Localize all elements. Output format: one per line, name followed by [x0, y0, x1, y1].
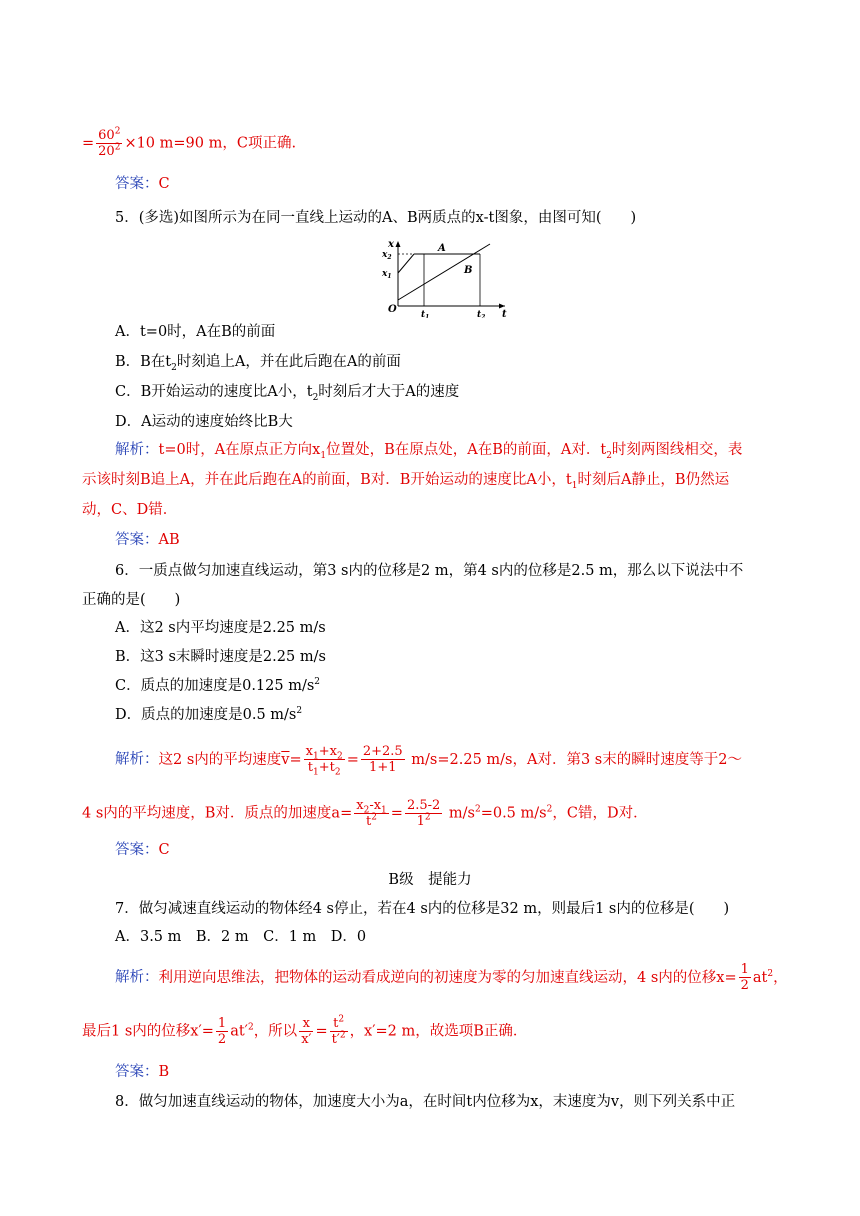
fraction: $\frac{x_2-x_1}{t^2}$: [356, 798, 387, 829]
t-axis-arrow: [499, 304, 505, 309]
q7-explanation-line-2: 最后1 s内的位移x′= $\frac{1}{2}$ $at'^2$，所以 $\frac{x}{x'}$ = $\frac{t^2}{t'^2}$ ，x′=2 m，故选项B正确．: [82, 1014, 528, 1047]
origin-label: O: [388, 304, 397, 315]
answer-label: 答案：: [115, 532, 159, 548]
fraction: $\frac{x_1+x_2}{t_1+t_2}$: [305, 744, 343, 778]
answer-value: AB: [158, 532, 180, 548]
x2-tick-label: $x_2$: [382, 250, 392, 261]
q6-option-b: B．这3 s末瞬时速度是2.25 m/s: [115, 649, 326, 665]
answer-value: C: [158, 842, 170, 858]
equals-sign: =: [82, 135, 95, 152]
q5-option-c: C．B开始运动的速度比A小，$t_2$时刻后才大于A的速度: [115, 384, 460, 403]
q7-stem: 7．做匀减速直线运动的物体经4 s停止，若在4 s内的位移是32 m，则最后1 s内的位移是( ): [115, 901, 730, 917]
q5-option-a: A．t=0时，A在B的前面: [115, 324, 276, 340]
y-axis-label: x: [388, 239, 394, 250]
fraction: $\frac{1}{2}$: [740, 962, 749, 993]
q6-stem-line-2: 正确的是( ): [82, 592, 181, 608]
explanation-label: 解析：: [115, 751, 159, 768]
fraction: $\frac{1}{2}$: [217, 1016, 227, 1047]
q6-answer: [115, 840, 170, 860]
q5-option-b: B．B在$t_2$时刻追上A，并在此后跑在A的前面: [115, 354, 401, 373]
q6-option-c: C．质点的加速度是0.125 $m/s^2$: [115, 677, 321, 694]
answer-value: C: [158, 176, 170, 192]
line-a-label: A: [438, 243, 446, 254]
q6-explanation-line-1: 解析：这2 s内的平均速度$\overline{v}=$ $\frac{x_1+x_2}{t_1+t_2}$ = $\frac{2+2.5}{1+1}$ m/s=2.25 m/s，A对．第3 s末的瞬时速度等于2～: [115, 744, 742, 778]
line-b-label: B: [464, 265, 473, 276]
t1-tick-label: $t_1$: [421, 310, 430, 318]
q4-tail-line: [82, 128, 296, 159]
q5-option-d: D．A运动的速度始终比B大: [115, 414, 293, 430]
fraction: $\frac{x}{x'}$: [301, 1016, 312, 1047]
q6-stem-line-1: 6．一质点做匀加速直线运动，第3 s内的位移是2 m，第4 s内的位移是2.5 m，那么以下说法中不: [115, 563, 744, 579]
q7-explanation-line-1: 解析：利用逆向思维法，把物体的运动看成逆向的初速度为零的匀加速直线运动，4 s内的位移x= $\frac{1}{2}$ $at^2$，: [115, 962, 788, 993]
t-axis-label: t: [502, 309, 507, 318]
line-a-rising: [398, 254, 414, 273]
q5-explanation-line-3: 动，C、D错．: [82, 502, 178, 518]
fraction: $\frac{t^2}{t'^2}$: [331, 1014, 346, 1047]
explanation-label: 解析：: [115, 442, 159, 458]
q7-answer: [115, 1062, 169, 1082]
fraction: $\frac{2.5-2}{1^2}$: [406, 798, 441, 829]
x1-tick-label: $x_1$: [382, 269, 392, 280]
q6-option-d: D．质点的加速度是0.5 $m/s^2$: [115, 706, 303, 723]
fraction: $\frac{2+2.5}{1+1}$: [362, 744, 403, 775]
t2-tick-label: $t_2$: [477, 310, 486, 318]
average-velocity-symbol: $\overline{v}$: [281, 751, 290, 768]
answer-value: B: [158, 1064, 170, 1080]
q6-option-a: A．这2 s内平均速度是2.25 m/s: [115, 620, 326, 636]
q5-explanation-line-1: 解析：t=0时，A在原点正方向$x_1$位置处，B在原点处，A在B的前面，A对．$t_2$时刻两图线相交，表: [115, 442, 743, 461]
q8-stem: 8．做匀加速直线运动的物体，加速度大小为a，在时间t内位移为x，末速度为v，则下列关系中正: [115, 1094, 736, 1110]
q4-answer: [115, 174, 170, 194]
q5-stem: 5．(多选)如图所示为在同一直线上运动的A、B两质点的x-t图象，由图可知( ): [115, 210, 637, 226]
q5-answer: [115, 530, 180, 550]
q7-options: A．3.5 m B．2 m C．1 m D．0: [115, 929, 367, 945]
x-axis-arrow: [396, 241, 401, 247]
q5-explanation-line-2: 示该时刻B追上A，并在此后跑在A的前面，B对．B开始运动的速度比A小，$t_1$时刻后A静止，B仍然运: [82, 472, 730, 491]
answer-label: 答案：: [115, 1064, 159, 1080]
q4-tail-text: ×10 m=90 m，C项正确.: [124, 135, 297, 152]
fraction: $\frac{60^2}{20^2}$: [98, 126, 121, 159]
answer-label: 答案：: [115, 842, 159, 858]
xt-graph-figure: [380, 238, 510, 318]
q6-explanation-line-2: 4 s内的平均速度，B对．质点的加速度a= $\frac{x_2-x_1}{t^2}$ = $\frac{2.5-2}{1^2}$ $m/s^2=0.5$ $m/s^2$，C错，D对．: [82, 798, 648, 829]
answer-label: 答案：: [115, 176, 159, 192]
section-heading: B级 提能力: [388, 872, 472, 888]
explanation-label: 解析：: [115, 969, 159, 986]
